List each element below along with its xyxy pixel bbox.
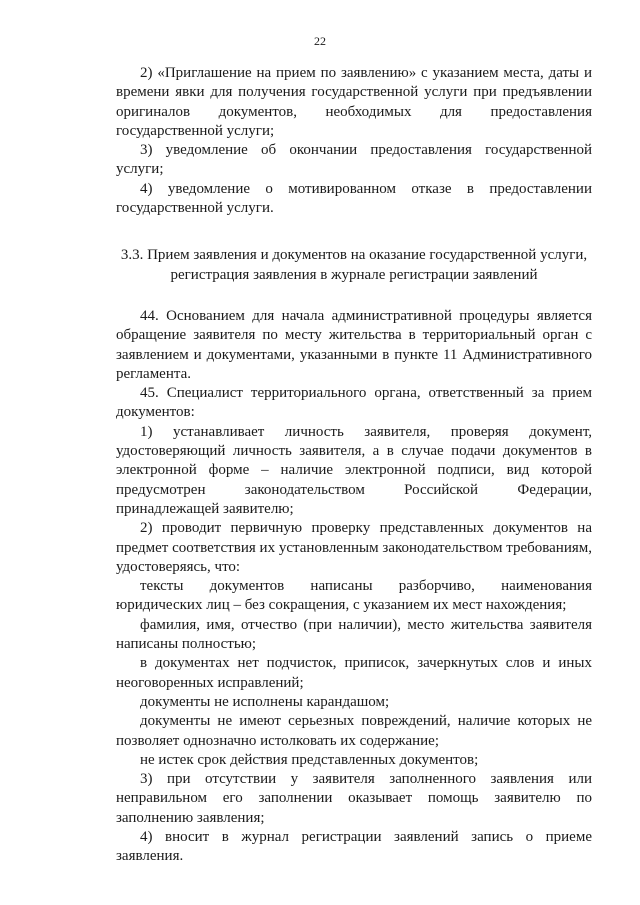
paragraph: 3) уведомление об окончании предоставления государственной услуги;: [116, 142, 592, 178]
paragraph: в документах нет подчисток, приписок, зачеркнутых слов и иных неоговоренных исправлений;: [116, 655, 592, 691]
paragraph: 44. Основанием для начала административной процедуры является обращение заявителя по месту жительства в территориальный орган с заявлением и документами, указанными в пункте 11 Административного регламента.: [116, 307, 592, 382]
section-heading-line: 3.3. Прием заявления и документов на оказание государственной услуги,: [120, 247, 588, 264]
paragraph: 1) устанавливает личность заявителя, проверяя документ, удостоверяющий личность заявителя, а в случае подачи документов в электронной форме – наличие электронной подписи, вид которой предусмотрен законодательством Российской Федерации, принадлежащей заявителю;: [116, 423, 592, 517]
paragraph: 45. Специалист территориального органа, ответственный за прием документов:: [116, 385, 592, 421]
paragraph: 4) уведомление о мотивированном отказе в предоставлении государственной услуги.: [116, 180, 592, 217]
paragraph: 2) «Приглашение на прием по заявлению» с указанием места, даты и времени явки для получения государственной услуги при предъявлении оригиналов документов, необходимых для предоставления государственной услуги;: [116, 65, 592, 139]
paragraph: 4) вносит в журнал регистрации заявлений запись о приеме заявления.: [116, 828, 592, 865]
paragraph: фамилия, имя, отчество (при наличии), место жительства заявителя написаны полностью;: [116, 616, 592, 653]
paragraph: документы не имеют серьезных повреждений, наличие которых не позволяет однозначно истолковать их содержание;: [116, 713, 592, 749]
section-heading-line: регистрация заявления в журнале регистрации заявлений: [170, 266, 538, 283]
paragraph: документы не исполнены карандашом;: [140, 693, 390, 710]
paragraph: тексты документов написаны разборчиво, наименования юридических лиц – без сокращения, с указанием их мест нахождения;: [116, 578, 592, 614]
document-body: [116, 64, 592, 867]
section-heading: [116, 246, 592, 285]
paragraph: 2) проводит первичную проверку представленных документов на предмет соответствия их установленным законодательством требованиям, удостоверяясь, что:: [116, 520, 592, 575]
paragraph: не истек срок действия представленных документов;: [140, 751, 479, 768]
page-number: 22: [314, 34, 326, 48]
paragraph: 3) при отсутствии у заявителя заполненного заявления или неправильном его заполнении оказывает помощь заявителю по заполнению заявления;: [116, 771, 592, 826]
